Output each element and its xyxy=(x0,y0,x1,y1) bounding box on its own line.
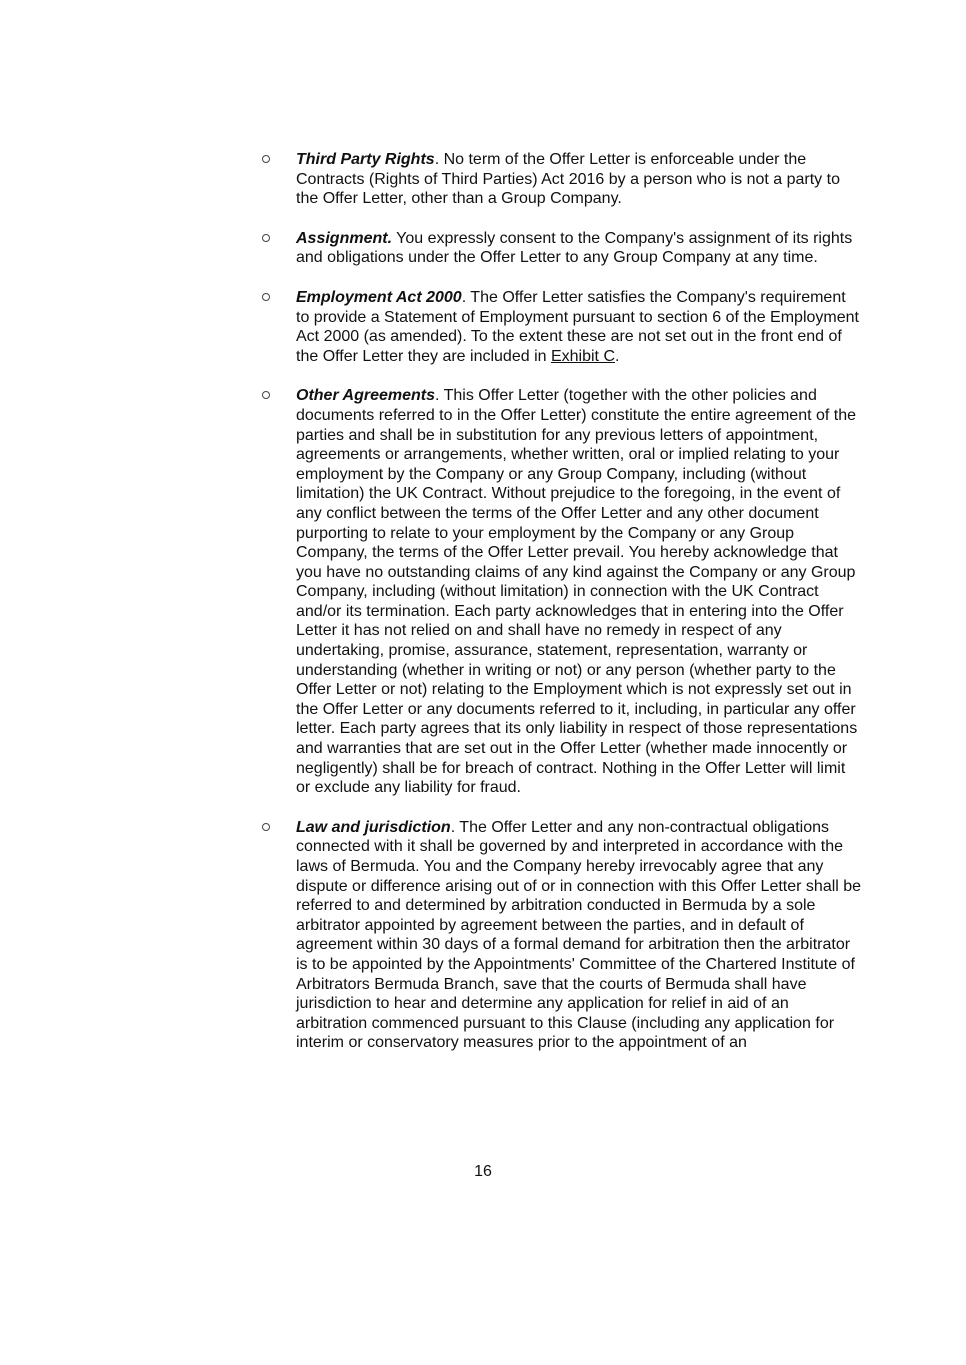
bullet-circle-icon xyxy=(262,823,270,831)
clause-text: No term of the Offer Letter is enforceable under the Contracts (Rights of Third Parties) Act 2016 by a person who is not a party to the Offer Letter, other than a Group Company. xyxy=(296,151,840,208)
bullet-circle-icon xyxy=(262,155,270,163)
clause-heading-punct: . xyxy=(434,151,440,168)
bullet-circle-icon xyxy=(262,234,270,242)
clause-employment-act xyxy=(262,288,862,366)
clause-body xyxy=(296,386,862,797)
clause-heading: Law and jurisdiction xyxy=(296,818,451,836)
clause-third-party-rights xyxy=(262,150,862,209)
page-number: 16 xyxy=(474,1163,492,1180)
clause-heading-punct: . xyxy=(435,387,440,405)
clause-heading: Assignment. xyxy=(296,229,393,247)
clause-assignment xyxy=(262,229,862,268)
clause-law-and-jurisdiction xyxy=(262,818,862,1053)
clause-text: This Offer Letter (together with the other policies and documents referred to in the Offer Letter) constitute the entire agreement of the parties and shall be in substitution for any previous letters of appointment, agreements or arrangements, whether written, oral or implied relating to your employment by the Company or any Group Company, including (without limitation) the UK Contract. Without prejudice to the foregoing, in the event of any conflict between the terms of the Offer Letter and any other document purporting to relate to your employment by the Company or any Group Company, the terms of the Offer Letter prevail. You hereby acknowledge that you have no outstanding claims of any kind against the Company or any Group Company, including (without limitation) in connection with the UK Contract and/or its termination. Each party acknowledges that in entering into the Offer Letter it has not relied on and shall have no remedy in respect of any undertaking, promise, assurance, statement, representation, warranty or understanding (whether in writing or not) or any person (whether party to the Offer Letter or not) relating to the Employment which is not expressly set out in the Offer Letter or any documents referred to it, including, in particular any offer letter. Each party agrees that its only liability in respect of those representations and warranties that are set out in the Offer Letter (whether made innocently or negligently) shall be for breach of contract. Nothing in the Offer Letter will limit or exclude any liability for fraud. xyxy=(296,387,858,797)
clause-text: The Offer Letter satisfies the Company's requirement to provide a Statement of Employment pursuant to section 6 of the Employment Act 2000 (as amended). To the extent these are not set out in the front end of the Offer Letter they are included in xyxy=(296,288,859,365)
clause-body xyxy=(296,229,862,268)
clause-body xyxy=(296,818,862,1053)
clause-body xyxy=(296,288,862,366)
clause-heading: Third Party Rights xyxy=(296,151,435,168)
clause-heading-punct: . xyxy=(461,288,467,306)
clause-text: You expressly consent to the Company's assignment of its rights and obligations under the Offer Letter to any Group Company at any time. xyxy=(296,229,853,267)
clause-list xyxy=(262,150,862,1073)
clause-text-end: . xyxy=(615,347,620,365)
clause-heading: Other Agreements xyxy=(296,387,435,405)
clause-body xyxy=(296,150,862,209)
clause-heading: Employment Act 2000 xyxy=(296,288,462,306)
bullet-circle-icon xyxy=(262,293,270,301)
exhibit-c-link[interactable]: Exhibit C xyxy=(550,347,615,365)
clause-other-agreements xyxy=(262,386,862,797)
clause-heading-punct: . xyxy=(450,818,456,836)
bullet-circle-icon xyxy=(262,391,270,399)
clause-text: The Offer Letter and any non-contractual obligations connected with it shall be governed by and interpreted in accordance with the laws of Bermuda. You and the Company hereby irrevocably agree that any dispute or difference arising out of or in connection with this Offer Letter shall be referred to and determined by arbitration conducted in Bermuda by a sole arbitrator appointed by agreement between the parties, and in default of agreement within 30 days of a formal demand for arbitration then the arbitrator is to be appointed by the Appointments' Committee of the Chartered Institute of Arbitrators Bermuda Branch, save that the courts of Bermuda shall have jurisdiction to hear and determine any application for relief in aid of an arbitration commenced pursuant to this Clause (including any application for interim or conservatory measures prior to the appointment of an xyxy=(296,818,862,1052)
